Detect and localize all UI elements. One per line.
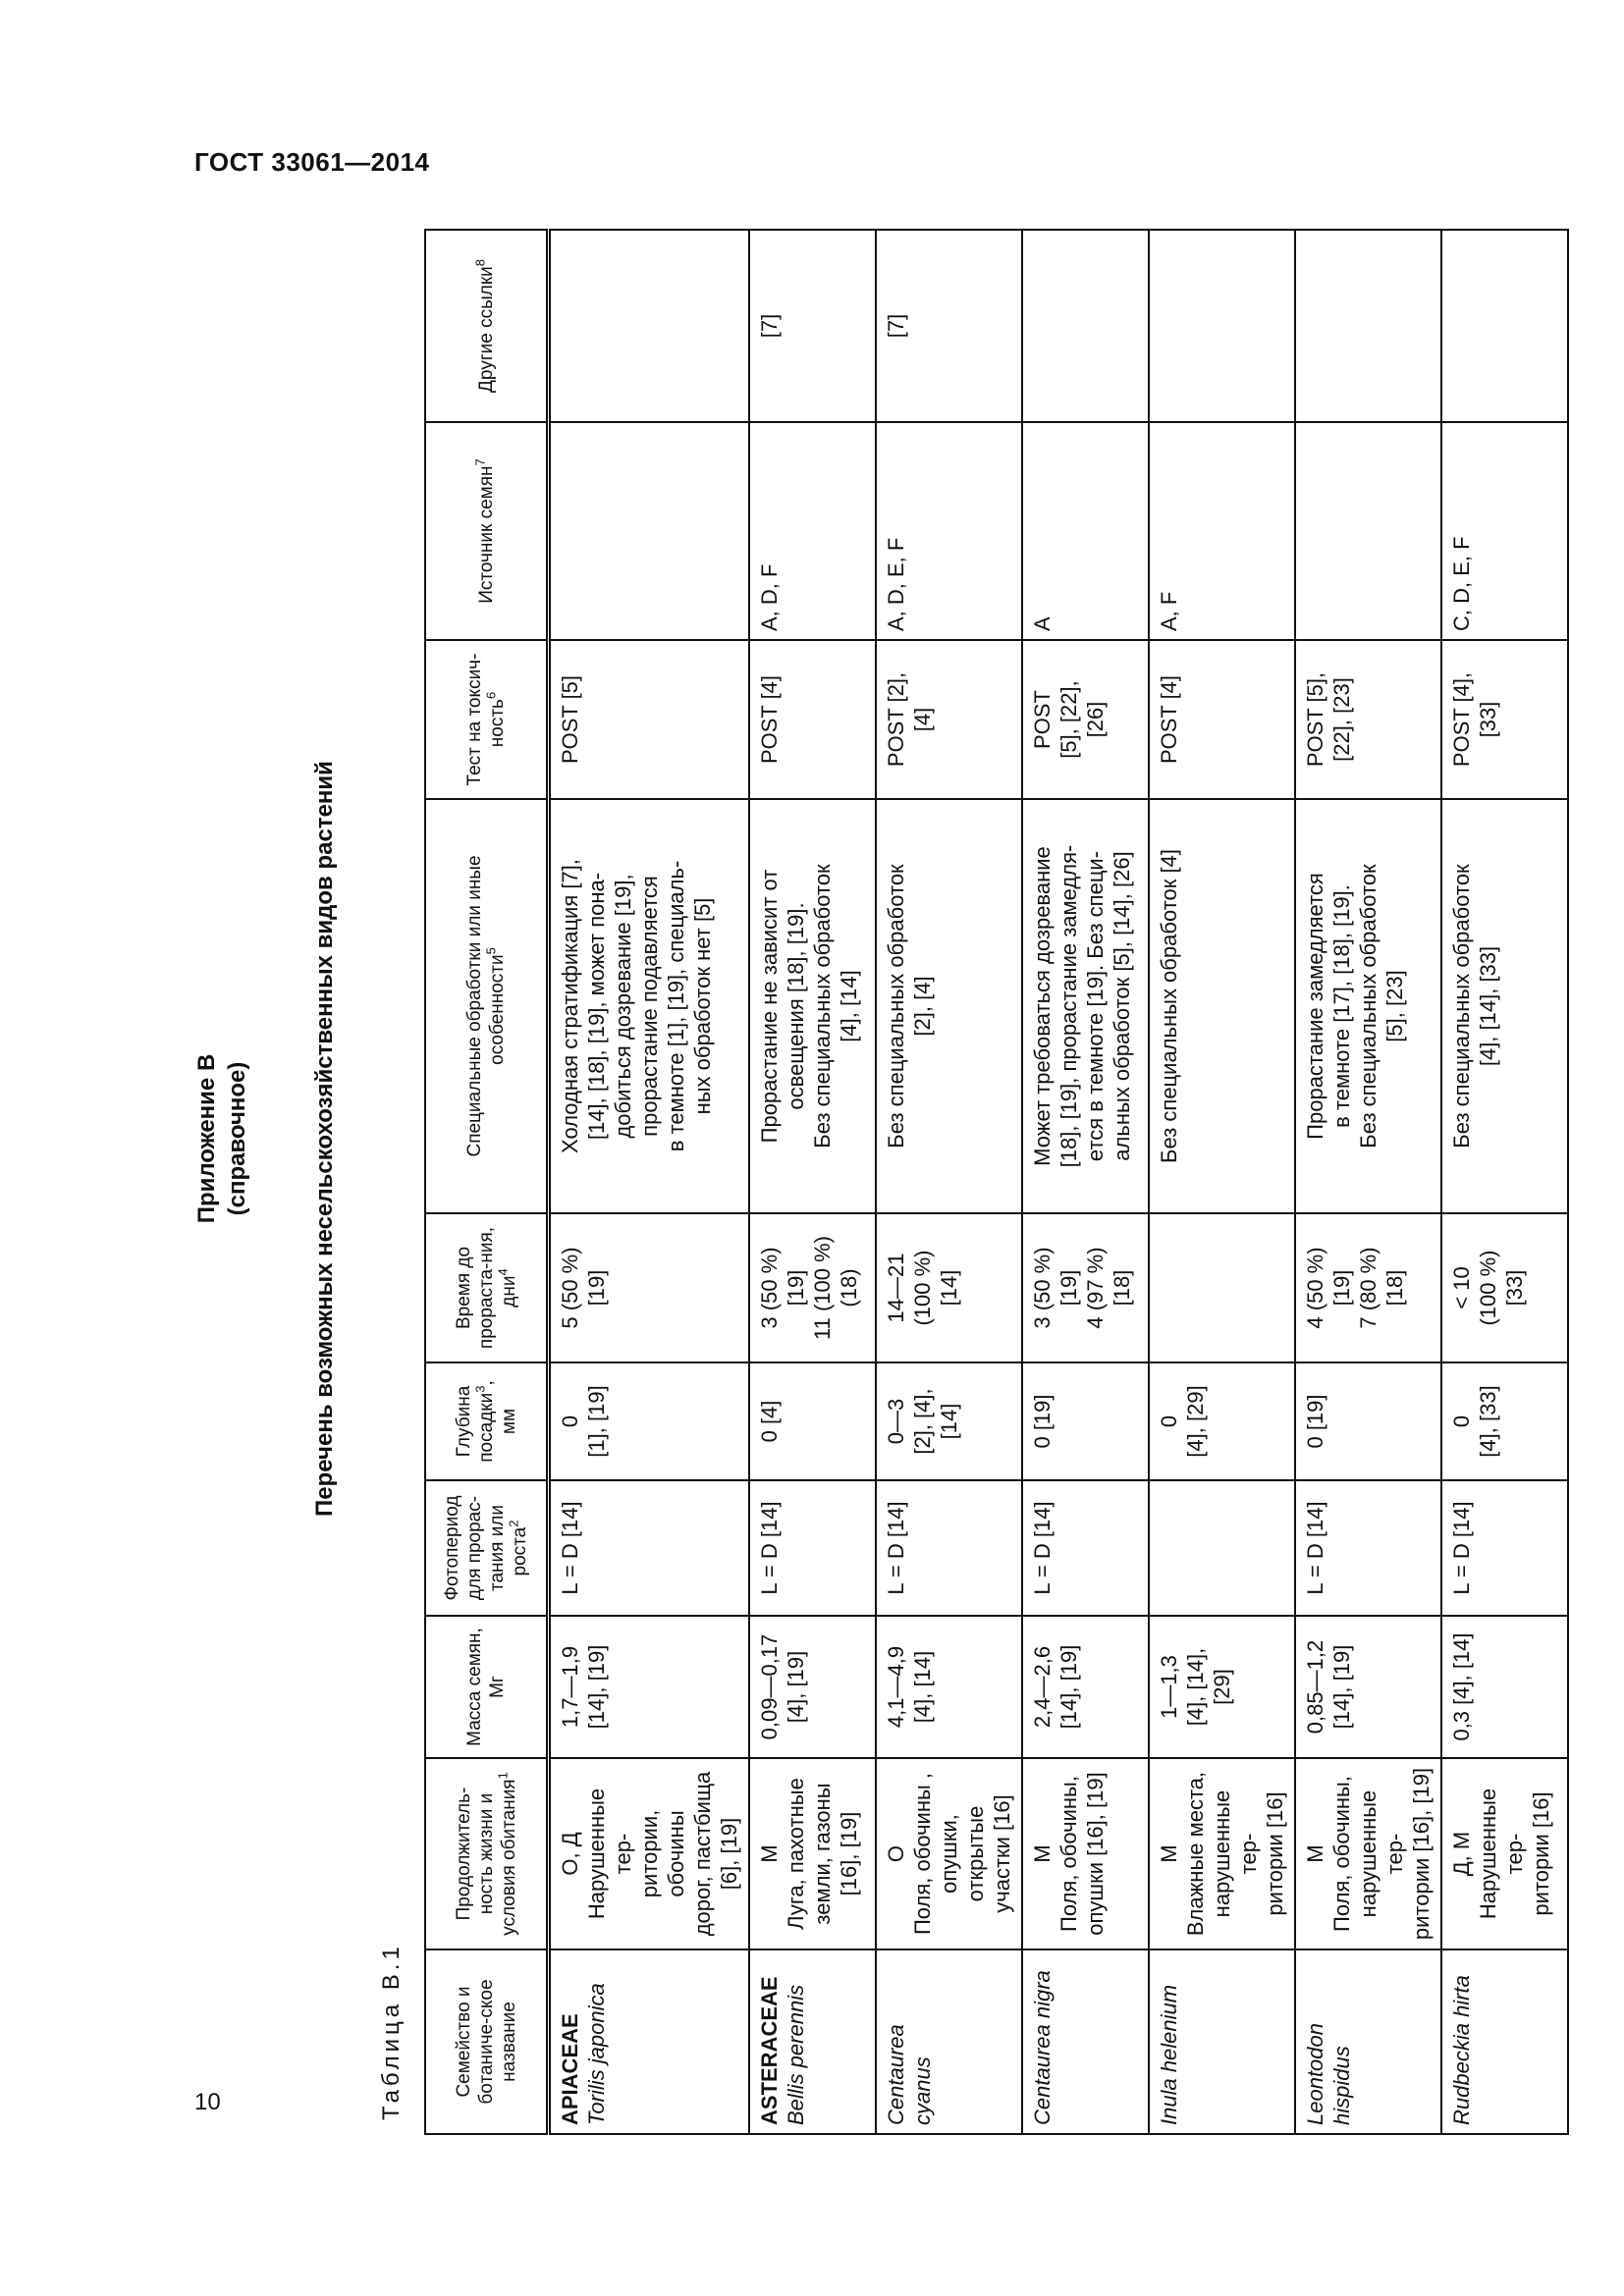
seed-source-cell [549,422,750,640]
special-treatment-cell-line: в темноте [17], [18], [19]. [1329,884,1354,1128]
life-habitat-cell-line: дорог, пастбища [690,1771,715,1937]
special-treatment-cell-line: альных обработок [5], [14], [26] [1110,851,1134,1161]
toxicity-test-cell-line: POST [5], [1303,671,1327,768]
germination-time-cell-line: 14—21 [884,1253,908,1323]
toxicity-test-cell-line: POST [4] [757,674,782,765]
column-header-text: Семейство и ботаниче-ское название [453,1979,519,2105]
planting-depth-cell-line: [1], [19] [584,1385,609,1458]
photoperiod-cell-text: L = D [14] [558,1501,582,1595]
rotated-page-content [191,123,1553,2155]
footnote-marker: 6 [483,691,499,700]
photoperiod-cell-text: L = D [14] [1030,1501,1055,1595]
planting-depth-cell-line: 0 [4] [757,1400,782,1443]
special-treatment-cell [1149,799,1295,1213]
column-header [425,422,549,640]
toxicity-test-cell-line: POST [4] [1157,674,1181,765]
column-header [425,1362,549,1480]
seed-source-cell-text: C, D, E, F [1449,536,1474,631]
species-name: Centaurea cyanus [884,2024,935,2125]
species-name: Inula helenium [1157,1984,1181,2125]
germination-time-cell-line: < 10 [1449,1266,1474,1309]
life-habitat-cell-line: Д, М [1449,1831,1474,1877]
species-name: Leontodon hispidus [1303,2023,1354,2125]
seed-mass-cell [749,1616,876,1758]
species-name-cell [1441,1949,1568,2134]
column-header [425,640,549,799]
special-treatment-cell-line: [14], [18], [19], может пона- [584,872,609,1141]
germination-time-cell [876,1213,1022,1362]
photoperiod-cell-text: L = D [14] [1449,1501,1474,1595]
planting-depth-cell-line: 0 [1157,1415,1181,1428]
life-habitat-cell-line: Поля, обочины, [1329,1776,1354,1932]
germination-time-cell-line: [18] [1382,1269,1407,1307]
seed-source-cell [876,422,1022,640]
life-habitat-cell-line: Поля, обочины, [1056,1776,1081,1932]
photoperiod-cell [1149,1480,1295,1616]
seed-mass-cell-line: [4], [14] [910,1650,935,1724]
life-habitat-cell-line: О [884,1844,908,1863]
life-habitat-cell-line: М [1157,1844,1181,1863]
special-treatment-cell-line: [18], [19], прорастание замедля- [1056,844,1081,1168]
special-treatment-cell [1022,799,1149,1213]
footnote-marker: 7 [472,458,488,466]
special-treatment-cell [1441,799,1568,1213]
germination-time-cell [749,1213,876,1362]
other-refs-cell [749,230,876,422]
column-header-text: Другие ссылки [475,266,497,394]
seed-mass-cell-line: [14], [19] [584,1644,609,1730]
footnote-marker: 1 [495,1772,511,1780]
germination-time-cell-line: 3 (50 %) [1030,1247,1055,1329]
germination-time-cell [1295,1213,1441,1362]
germination-time-cell-line: (100 %) [1476,1250,1500,1326]
toxicity-test-cell [1441,640,1568,799]
special-treatment-cell-line: [4], [14], [33] [1476,945,1500,1067]
table-row [876,230,1022,2134]
seed-mass-cell-line: 4,1—4,9 [884,1645,908,1729]
planting-depth-cell [1149,1362,1295,1480]
footnote-marker: 4 [495,1268,511,1276]
seed-mass-cell-line: 2,4—2,6 [1030,1645,1055,1729]
germination-time-cell-line: [33] [1502,1269,1527,1307]
life-habitat-cell-line: ритории [16] [1263,1791,1287,1916]
photoperiod-cell [1295,1480,1441,1616]
column-header-text: Источник семян [475,465,497,604]
special-treatment-cell-line: в темноте [1], [19], специаль- [664,860,688,1152]
other-refs-cell-text: [7] [884,313,908,339]
special-treatment-cell-line: Прорастание замедляется [1303,873,1327,1140]
toxicity-test-cell-line: [26] [1083,701,1108,738]
appendix-line-1: Приложение В [193,1053,220,1224]
germination-time-cell-line: [19] [1056,1269,1081,1307]
special-treatment-cell-line: Без специальных обработок [1449,864,1474,1148]
species-name-cell [1022,1949,1149,2134]
photoperiod-cell-text: L = D [14] [757,1501,782,1595]
life-habitat-cell-line: М [1030,1844,1055,1863]
table-row [1295,230,1441,2134]
toxicity-test-cell [876,640,1022,799]
column-header [425,799,549,1213]
planting-depth-cell-line: 0 [558,1415,582,1428]
toxicity-test-cell-line: POST [5] [558,674,582,765]
planting-depth-cell-line: 0 [19] [1303,1394,1327,1449]
planting-depth-cell [1022,1362,1149,1480]
seed-mass-cell-line: 0,09—0,17 [757,1633,782,1740]
footnote-marker: 2 [506,1520,521,1527]
table-row [1022,230,1149,2134]
planting-depth-cell-line: [2], [4], [910,1388,935,1455]
toxicity-test-cell-line: POST [1030,690,1055,749]
toxicity-test-cell-line: [22], [23] [1329,677,1354,762]
life-habitat-cell-line: нарушенные тер- [1210,1789,1261,1918]
toxicity-test-cell-line: [33] [1476,701,1500,738]
germination-time-cell-line: [18] [1110,1269,1134,1307]
species-name-cell [1295,1949,1441,2134]
species-name-cell [876,1949,1022,2134]
other-refs-cell [1295,230,1441,422]
germination-time-cell-line: 4 (97 %) [1083,1247,1108,1329]
other-refs-cell [1022,230,1149,422]
planting-depth-cell [549,1362,750,1480]
footnote-marker: 3 [472,1385,488,1393]
seed-mass-cell-line: 0,85—1,2 [1303,1639,1327,1735]
column-header-text: Фотопериод для прорас-тания или роста [442,1495,530,1601]
seed-mass-cell-line: 1—1,3 [1157,1655,1181,1719]
germination-time-cell-line: [19] [784,1269,808,1307]
special-treatment-cell-line: Без специальных обработок [810,864,835,1148]
photoperiod-cell [549,1480,750,1616]
document-header: ГОСТ 33061—2014 [194,147,430,177]
life-habitat-cell-line: Нарушенные тер- [1476,1788,1527,1920]
other-refs-cell [876,230,1022,422]
life-habitat-cell [1149,1758,1295,1949]
special-treatment-cell-line: Холодная стратификация [7], [558,859,582,1153]
toxicity-test-cell [549,640,750,799]
toxicity-test-cell-line: POST [2], [884,671,908,768]
special-treatment-cell-line: Без специальных обработок [4] [1157,849,1181,1163]
other-refs-cell [549,230,750,422]
germination-time-cell-line: (18) [837,1268,861,1308]
germination-time-cell [549,1213,750,1362]
toxicity-test-cell [749,640,876,799]
special-treatment-cell-line: добиться дозревание [19], [611,874,635,1139]
special-treatment-cell-line: ных обработок нет [5] [690,897,715,1115]
germination-time-cell-line: [19] [584,1269,609,1307]
species-name: Centaurea nigra [1030,1970,1055,2125]
germination-time-cell-line: [14] [937,1269,961,1307]
species-name-cell [549,1949,750,2134]
life-habitat-cell-line: ритории [16], [19] [1409,1767,1434,1941]
table-row [1149,230,1295,2134]
special-treatment-cell [876,799,1022,1213]
planting-depth-cell [876,1362,1022,1480]
seed-mass-cell-line: [4], [14], [1183,1647,1208,1727]
life-habitat-cell-line: ритории, обочины [637,1809,688,1898]
column-header [425,1758,549,1949]
photoperiod-cell [749,1480,876,1616]
seed-source-cell [749,422,876,640]
appendix-line-2: (справочное) [224,1061,250,1216]
seed-mass-cell [1441,1616,1568,1758]
photoperiod-cell-text: L = D [14] [1303,1501,1327,1595]
special-treatment-cell-line: Прорастание не зависит от [757,869,782,1144]
special-treatment-cell-line: освещения [18], [19]. [784,902,808,1110]
planting-depth-cell-line: 0 [1449,1415,1474,1428]
column-header-text: Продолжитель-ность жизни и условия обитания [453,1779,519,1936]
germination-time-cell-line: 11 (100 %) [810,1236,835,1340]
life-habitat-cell-line: участки [16] [990,1794,1014,1913]
toxicity-test-cell [1022,640,1149,799]
life-habitat-cell-line: Влажные места, [1183,1771,1208,1937]
planting-depth-cell-line: 0 [19] [1030,1394,1055,1449]
seed-mass-cell-line: 0,3 [4], [14] [1449,1632,1474,1741]
planting-depth-cell [1295,1362,1441,1480]
planting-depth-cell-line: 0—3 [884,1398,908,1445]
special-treatment-cell-line: [2], [4] [910,976,935,1037]
seed-source-cell-text: A, D, E, F [884,537,908,631]
life-habitat-cell-line: Нарушенные тер- [584,1788,635,1920]
toxicity-test-cell-line: POST [4], [1449,671,1474,768]
seed-mass-cell [549,1616,750,1758]
seed-source-cell-text: A [1030,616,1055,631]
life-habitat-cell-line: Поля, обочины , [910,1772,935,1936]
species-name: Torilis japonica [584,1983,609,2125]
column-header-text: Глубина посадки [453,1385,497,1463]
life-habitat-cell-line: Луга, пахотные [784,1778,808,1930]
life-habitat-cell-line: опушки [16], [19] [1083,1772,1108,1936]
life-habitat-cell-line: ритории [16] [1529,1791,1553,1916]
life-habitat-cell [749,1758,876,1949]
special-treatment-cell-line: [5], [23] [1382,970,1407,1042]
planting-depth-cell [1441,1362,1568,1480]
table-row [749,230,876,2134]
seed-mass-cell [1295,1616,1441,1758]
seed-mass-cell [1149,1616,1295,1758]
planting-depth-cell-line: [4], [29] [1183,1385,1208,1458]
column-header-text: Масса семян, Мг [464,1628,508,1746]
planting-depth-cell [749,1362,876,1480]
seed-mass-cell-line: [4], [19] [784,1650,808,1724]
table-row [1441,230,1568,2134]
seed-source-cell [1441,422,1568,640]
column-header-text: Специальные обработки или иные особенности [464,855,508,1157]
plant-species-table [424,229,1569,2135]
special-treatment-cell-line: Без специальных обработок [884,864,908,1148]
germination-time-cell-line: (100 %) [910,1250,935,1326]
photoperiod-cell [1022,1480,1149,1616]
photoperiod-cell [1441,1480,1568,1616]
life-habitat-cell [1441,1758,1568,1949]
special-treatment-cell [749,799,876,1213]
germination-time-cell-line: 5 (50 %) [558,1247,582,1329]
life-habitat-cell-line: О, Д [558,1832,582,1876]
seed-mass-cell-line: 1,7—1,9 [558,1645,582,1729]
column-header [425,1949,549,2134]
column-header-tail: , мм [475,1380,519,1435]
special-treatment-cell [1295,799,1441,1213]
special-treatment-cell-line: Может требоваться дозревание [1030,846,1055,1166]
family-name: ASTERACEAE [757,1976,782,2125]
toxicity-test-cell-line: [5], [22], [1056,680,1081,759]
life-habitat-cell [1295,1758,1441,1949]
special-treatment-cell-line: [4], [14] [837,970,861,1042]
seed-source-cell-text: A, D, F [757,563,782,631]
family-name: APIACEAE [558,2013,582,2125]
column-header-text: Тест на токсич-ность [464,653,508,786]
seed-mass-cell [876,1616,1022,1758]
species-name: Bellis perennis [784,1984,808,2125]
special-treatment-cell-line: Без специальных обработок [1356,864,1380,1148]
seed-mass-cell [1022,1616,1149,1758]
planting-depth-cell-line: [14] [937,1403,961,1440]
seed-source-cell [1295,422,1441,640]
germination-time-cell-line: 7 (80 %) [1356,1247,1380,1329]
footnote-marker: 8 [472,259,488,267]
column-header [425,230,549,422]
germination-time-cell [1441,1213,1568,1362]
seed-source-cell [1022,422,1149,640]
page-number: 10 [194,2089,221,2115]
life-habitat-cell-line: [16], [19] [837,1811,861,1896]
life-habitat-cell-line: [6], [19] [717,1817,741,1891]
life-habitat-cell-line: М [757,1844,782,1863]
column-header [425,1213,549,1362]
seed-mass-cell-line: [14], [19] [1329,1644,1354,1730]
germination-time-cell-line: 4 (50 %) [1303,1247,1327,1329]
column-header [425,1480,549,1616]
column-header-text: Время до прораста-ния, дни [453,1226,519,1350]
germination-time-cell-line: 3 (50 %) [757,1247,782,1329]
toxicity-test-cell [1149,640,1295,799]
species-name-cell [1149,1949,1295,2134]
life-habitat-cell [1022,1758,1149,1949]
life-habitat-cell-line: М [1303,1844,1327,1863]
table-body [549,230,1569,2134]
toxicity-test-cell-line: [4] [910,707,935,732]
table-row [549,230,750,2134]
life-habitat-cell-line: нарушенные тер- [1356,1789,1407,1918]
appendix-title [191,123,252,2155]
column-header [425,1616,549,1758]
species-name-cell [749,1949,876,2134]
footnote-marker: 5 [483,947,499,955]
other-refs-cell-text: [7] [757,313,782,339]
germination-time-cell-line: [19] [1329,1269,1354,1307]
photoperiod-cell [876,1480,1022,1616]
toxicity-test-cell [1295,640,1441,799]
seed-mass-cell-line: [29] [1210,1669,1234,1705]
table-title: Перечень возможных несельскохозяйственных видов растений [311,761,338,1517]
table-header-row [425,230,549,2134]
germination-time-cell [1149,1213,1295,1362]
special-treatment-cell [549,799,750,1213]
life-habitat-cell-line: опушки, открытые [937,1805,988,1902]
other-refs-cell [1149,230,1295,422]
life-habitat-cell [876,1758,1022,1949]
photoperiod-cell-text: L = D [14] [884,1501,908,1595]
seed-source-cell-text: A, F [1157,591,1181,631]
germination-time-cell [1022,1213,1149,1362]
planting-depth-cell-line: [4], [33] [1476,1385,1500,1458]
seed-source-cell [1149,422,1295,640]
life-habitat-cell-line: земли, газоны [810,1783,835,1925]
special-treatment-cell-line: ется в темноте [19]. Без специ- [1083,850,1108,1162]
table-label: Таблица В.1 [378,1943,405,2120]
other-refs-cell [1441,230,1568,422]
seed-mass-cell-line: [14], [19] [1056,1644,1081,1730]
special-treatment-cell-line: прорастание подавляется [637,876,662,1137]
species-name: Rudbeckia hirta [1449,1975,1474,2125]
life-habitat-cell [549,1758,750,1949]
